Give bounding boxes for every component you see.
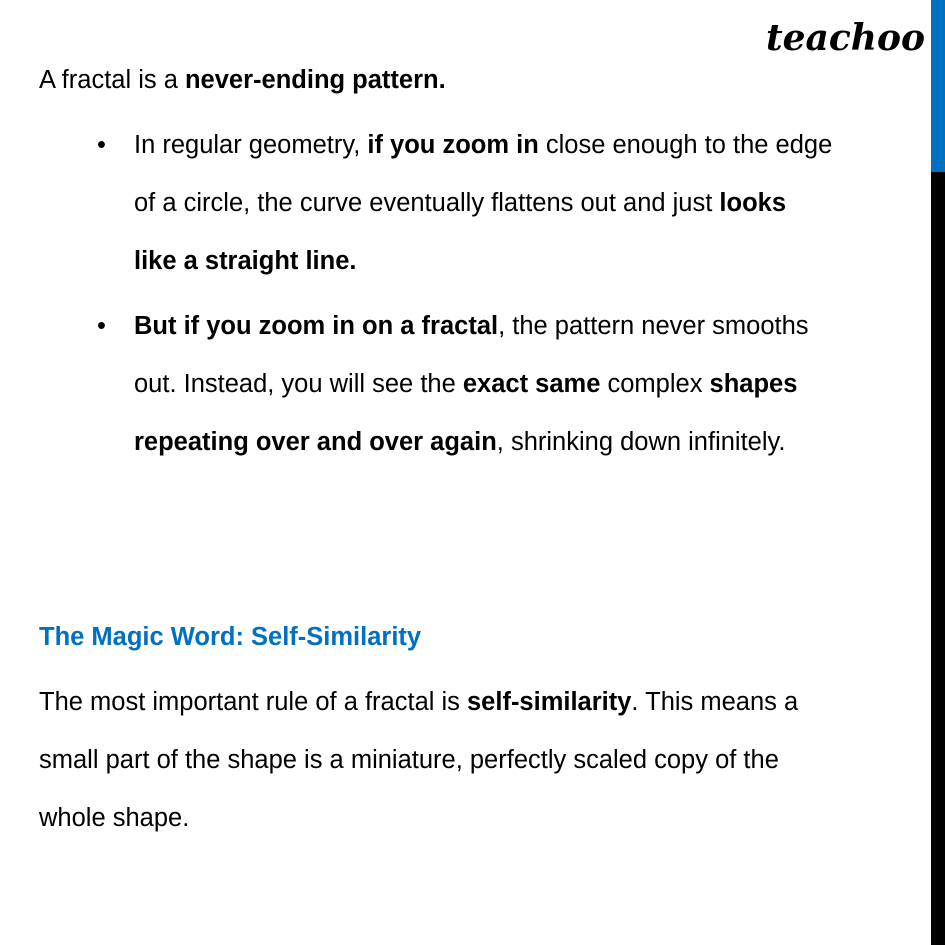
text-run-bold: exact same bbox=[462, 370, 601, 398]
text-run: complex bbox=[600, 370, 710, 398]
paragraph-line bbox=[39, 789, 798, 847]
text-run-bold: if you zoom in bbox=[367, 131, 539, 159]
text-run: small part of the shape is a miniature, perfectly scaled copy of the bbox=[39, 746, 779, 774]
text-run-bold: repeating over and over again bbox=[134, 428, 497, 456]
bullet-line bbox=[134, 413, 934, 471]
section-heading: The Magic Word: Self-Similarity bbox=[39, 623, 422, 651]
intro-emphasis: never-ending pattern. bbox=[184, 66, 446, 94]
bullet-dot-icon: • bbox=[97, 312, 106, 340]
intro-paragraph bbox=[39, 51, 446, 109]
text-run: , shrinking down infinitely. bbox=[496, 428, 786, 456]
bullet-dot-icon: • bbox=[97, 131, 106, 159]
text-run: out. Instead, you will see the bbox=[134, 370, 463, 398]
text-run: close enough to the edge bbox=[538, 131, 833, 159]
bullet-line bbox=[134, 297, 934, 355]
text-run-bold: looks bbox=[719, 189, 787, 217]
text-run: , the pattern never smooths bbox=[498, 312, 809, 340]
text-run: whole shape. bbox=[39, 804, 190, 832]
bullet-regular-geometry bbox=[97, 116, 934, 290]
intro-text: A fractal is a bbox=[39, 66, 185, 94]
text-run-bold: self-similarity bbox=[467, 688, 632, 716]
text-run: . This means a bbox=[631, 688, 799, 716]
bullet-fractal-zoom bbox=[97, 297, 934, 471]
text-run: The most important rule of a fractal is bbox=[39, 688, 467, 716]
teachoo-logo: teachoo bbox=[766, 17, 925, 59]
text-run-bold: like a straight line. bbox=[134, 247, 357, 275]
text-run: In regular geometry, bbox=[134, 131, 368, 159]
text-run-bold: shapes bbox=[709, 370, 798, 398]
bullet-line bbox=[134, 232, 934, 290]
paragraph-line bbox=[39, 731, 798, 789]
bullet-line bbox=[134, 355, 934, 413]
bullet-line bbox=[134, 174, 934, 232]
text-run: of a circle, the curve eventually flattens out and just bbox=[134, 189, 720, 217]
bullet-line bbox=[134, 116, 934, 174]
paragraph-line bbox=[39, 673, 798, 731]
text-run-bold: But if you zoom in on a fractal bbox=[134, 312, 499, 340]
self-similarity-paragraph bbox=[39, 673, 798, 847]
